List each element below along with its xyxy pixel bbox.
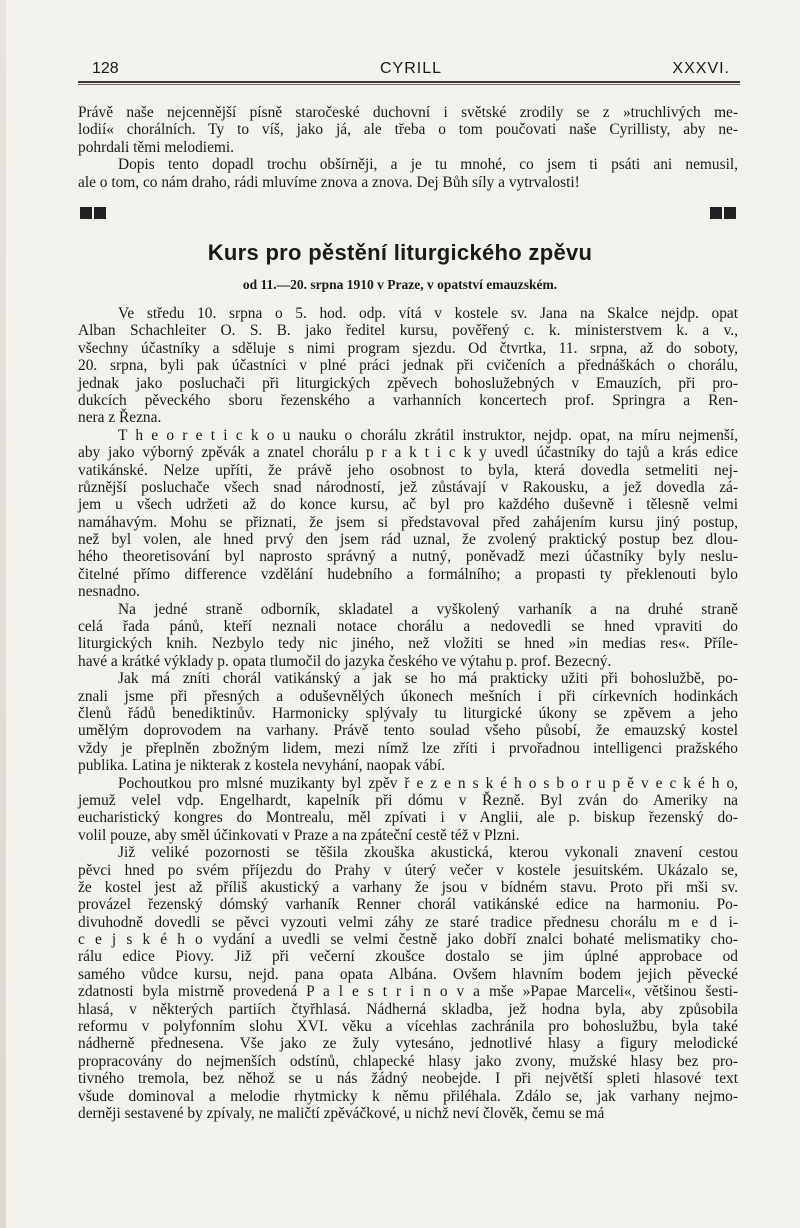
ornament-right-icon bbox=[710, 207, 736, 219]
text-line: celá řada pánů, kteří neznali notace chorálu a nedovedli se hned vpraviti do bbox=[78, 618, 738, 636]
text-line: znali jsme při přesných a oduševnělých úkonech mešních i při církevních hodinkách bbox=[78, 687, 738, 705]
text-line: divuhodně dovedli se pěvci vyzouti velmi záhy ze staré tradice přednesu chorálu m e d i- bbox=[78, 913, 738, 931]
text-line: derněji sestavené by zpívaly, ne maličtí zpěváčkové, u nichž neví člověk, čemu se má bbox=[78, 1104, 605, 1122]
text-line: propracovány do nejmenších odstínů, chlapecké hlasy jako zvony, mužské hlasy bez pro- bbox=[78, 1052, 738, 1070]
text-line: Ve středu 10. srpna o 5. hod. odp. vítá v kostele sv. Jana na Skalce nejdp. opat bbox=[118, 305, 738, 322]
text-line: tivného tremola, bez něhož se u nás žádný neobejde. I při největší spleti hlasové text bbox=[78, 1070, 738, 1088]
text-line: Alban Schachleiter O. S. B. jako ředitel kursu, pověřený c. k. ministerstvem k. a v., bbox=[78, 322, 738, 340]
text-line: všude dominoval a melodie rhytmicky k němu přiléhala. Zdálo se, jak varhany nejmo- bbox=[78, 1087, 738, 1105]
article-body bbox=[78, 305, 738, 1122]
text-line: dukcích pěveckého sboru řezenského a varhanních koncertech prof. Springra a Ren- bbox=[78, 391, 738, 409]
ornament-left-icon bbox=[80, 207, 106, 219]
text-line: lodií« chorálních. Ty to víš, jako já, ale třeba o tom poučovati naše Cyrillisty, aby ne- bbox=[78, 121, 738, 139]
running-header bbox=[90, 60, 732, 80]
intro-text bbox=[78, 104, 738, 191]
text-line: Jak má zníti chorál vatikánský a jak se ho má prakticky užiti při bohoslužbě, po- bbox=[118, 670, 738, 688]
paragraph bbox=[78, 305, 738, 427]
text-line: Pochoutkou pro mlsné muzikanty byl zpěv ř e z e n s k é h o s b o r u p ě v e c k é h o, bbox=[118, 774, 738, 792]
article-subtitle: od 11.—20. srpna 1910 v Praze, v opatství emauzském. bbox=[242, 277, 558, 292]
paragraph bbox=[78, 844, 738, 1122]
text-line: vždy je přeplněn zbožným lidem, mezi nímž lze zříti i prvořadnou intelligenci pražského bbox=[78, 739, 738, 757]
volume-number: XXXVI. bbox=[672, 60, 730, 77]
text-line: různější posluchače všech snad národností, jež zůstávají v Rakousku, a jež dovedla zá- bbox=[78, 478, 738, 496]
text-line: eucharistický kongres do Montrealu, měl zpívati i v Anglii, ale p. biskup řezenský do- bbox=[78, 809, 738, 827]
text-line: hlasá, v některých partiích čtyřhlasá. Nádherná skladba, jež hodna byla, aby způsobila bbox=[78, 1000, 738, 1018]
text-line: T h e o r e t i c k o u nauku o chorálu zkrátil instruktor, nejdp. opat, na míru nejmenší, bbox=[118, 426, 738, 444]
text-line: pěvci hned po svém příjezdu do Prahy v úterý večer v kostele jesuitském. Ukázalo se, bbox=[78, 861, 738, 879]
running-title: CYRILL bbox=[379, 60, 443, 77]
text-line: provázel řezenský dómský varhaník Renner chorál vatikánské edice na harmoniu. Po- bbox=[78, 896, 738, 914]
text-line: vatikánské. Nelze upříti, že právě jeho osobnost to byla, která dovedla setmeliti nej- bbox=[78, 461, 738, 479]
paragraph bbox=[78, 775, 738, 845]
text-line: havé a krátké výklady p. opata tlumočil do jazyka českého ve výtahu p. prof. Bezecný. bbox=[78, 652, 612, 670]
text-line: jemuž velel vdp. Engelhardt, kapelník při dómu v Řezně. Byl zván do Ameriky na bbox=[78, 791, 738, 809]
paragraph bbox=[78, 104, 738, 156]
text-line: volil pouze, aby směl účinkovati v Praze a na zpáteční cestě též v Plzni. bbox=[78, 826, 520, 844]
text-line: reformu v polyfonním slohu XVI. věku a vícehlas zachránila pro bohoslužbu, byla také bbox=[78, 1018, 738, 1036]
text-line: aby jako výborný zpěvák a znatel chorálu p r a k t i c k y uvedl účastníky do tajů a krás edice bbox=[78, 444, 738, 462]
paragraph bbox=[78, 670, 738, 774]
text-line: všechny účastníky a sděluje s nimi program sjezdu. Od čtvrtka, 11. srpna, až do soboty, bbox=[78, 339, 738, 357]
text-line: namáhavým. Mohu se přiznati, že jsem si představoval před zahájením kursu jiný postup, bbox=[78, 513, 738, 531]
paragraph bbox=[78, 427, 738, 601]
text-line: hého theoretisování byl naprosto správný a nutný, poněvadž mezi účastníky byly neslu- bbox=[78, 548, 738, 566]
text-line: Na jedné straně odborník, skladatel a vyškolený varhaník a na druhé straně bbox=[118, 600, 738, 618]
page-edge bbox=[0, 0, 6, 1228]
text-line: čitelné přímo difference vzdělání hudebního a formálního; a propasti ty překlenouti bylo bbox=[78, 565, 738, 583]
text-line: publika. Latina je nikterak z kostela nevyhání, naopak vábí. bbox=[78, 757, 446, 775]
text-line: nera z Řezna. bbox=[78, 409, 162, 427]
text-line: jednak jako posluchači při liturgických zpěvech bohoslužebných v Emauzích, při pro- bbox=[78, 374, 738, 392]
text-line: rálu edice Piovy. Již při večerní zkoušce dostalo se jim úplné approbace od bbox=[78, 948, 738, 966]
text-line: nádherně přednesena. Vše jako ze žuly vytesáno, jednotlivé hlasy a figury melodické bbox=[78, 1035, 738, 1053]
text-line: nesnadno. bbox=[78, 583, 140, 601]
text-line: než byl volen, ale hned prvý den jsem rád uznal, že zvolený praktický postup bez dlou- bbox=[78, 531, 738, 549]
paragraph bbox=[78, 156, 738, 191]
text-line: jem u všech udržeti až do konce kursu, ač byl pro každého duševně i tělesně velmi bbox=[78, 496, 738, 514]
text-line: umělým doprovodem na varhany. Právě tento soulad všeho působí, že emauzský kostel bbox=[78, 722, 738, 740]
text-line: Právě naše nejcennější písně staročeské duchovní i světské zrodily se z »truchlivých me- bbox=[78, 104, 738, 121]
text-line: samého vůdce kursu, nejd. pana opata Albána. Ovšem hlavním bodem jejich pěvecké bbox=[78, 965, 738, 983]
text-line: pohrdali těmi melodiemi. bbox=[78, 138, 235, 156]
text-line: Již veliké pozornosti se těšila zkouška akustická, kterou vykonali znavení cestou bbox=[118, 844, 738, 862]
text-line: Dopis tento dopadl trochu obšírněji, a je tu mnohé, co jsem ti psáti ani nemusil, bbox=[118, 156, 738, 174]
article-title: Kurs pro pěstění liturgického zpěvu bbox=[207, 240, 593, 265]
text-line: 20. srpna, byli pak účastníci v plné práci jednak při cvičeních a přednáškách o chorálu, bbox=[78, 357, 738, 375]
text-line: c e j s k é h o vydání a uvedli se velmi čestně jako dobří znalci bohaté melismatiky cho- bbox=[78, 931, 738, 949]
paragraph bbox=[78, 601, 738, 671]
text-line: zdatnosti byla mistrně provedená P a l e s t r i n o v a mše »Papae Marceli«, většinou šesti- bbox=[78, 983, 738, 1001]
text-line: že kostel jest až příliš akustický a varhany že jsou v bídném stavu. Proto při mši sv. bbox=[78, 878, 738, 896]
text-line: ale o tom, co nám draho, rádi mluvíme znova a znova. Dej Bůh síly a vytrvalosti! bbox=[78, 173, 580, 191]
text-line: členů řádů benediktinův. Harmonicky splývaly tu liturgické úkony se zpěvem a jeho bbox=[78, 704, 738, 722]
header-rule bbox=[78, 81, 740, 85]
text-line: liturgických knih. Nezbylo tedy nic jiného, než vložiti se hned »in medias res«. Příle- bbox=[78, 635, 738, 653]
page-number: 128 bbox=[92, 60, 119, 77]
